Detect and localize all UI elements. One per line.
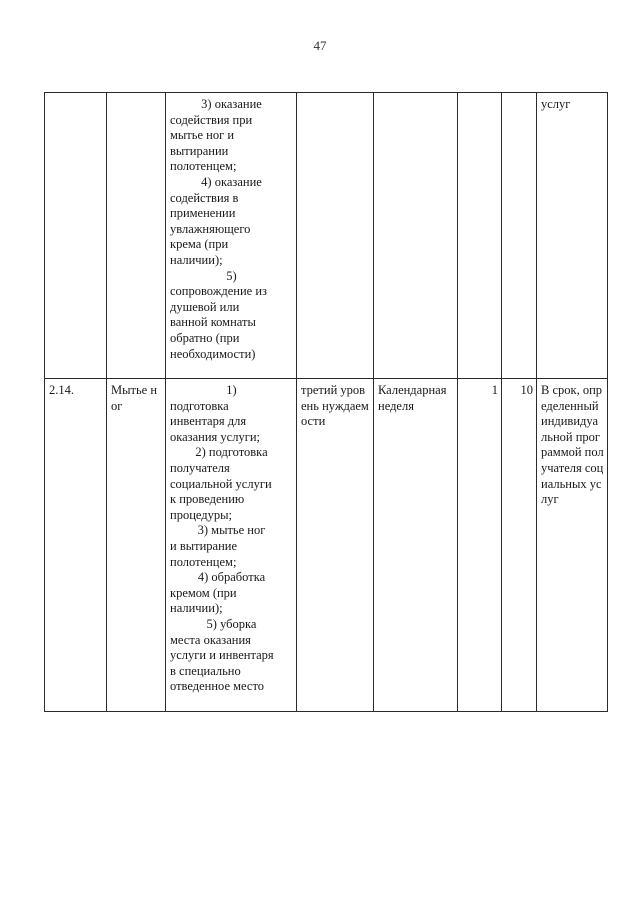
description-line: услуги и инвентаря <box>170 648 274 663</box>
description-line: наличии); <box>170 252 223 267</box>
description-line: отведенное место <box>170 679 264 694</box>
description-line: социальной услуги <box>170 476 272 491</box>
description-line: 3) оказание <box>201 97 262 111</box>
service-name-cell <box>107 93 166 379</box>
description-line: применении <box>170 206 236 221</box>
service-description-cell <box>166 93 297 379</box>
term-cell: В срок, определенный индивидуальной программой получателя социальных услуг <box>537 379 608 712</box>
description-line: места оказания <box>170 632 251 647</box>
norm-cell: 10 <box>502 379 537 712</box>
need-level-cell: третий уровень нуждаемости <box>297 379 374 712</box>
description-line: инвентаря для <box>170 414 247 429</box>
description-line: 3) мытье ног <box>197 523 266 538</box>
description-line: 4) обработка <box>197 570 266 585</box>
description-line: душевой или <box>170 299 240 314</box>
count-cell <box>458 93 502 379</box>
description-line: полотенцем; <box>170 554 237 569</box>
description-line: содействия в <box>170 190 239 205</box>
need-level-cell <box>297 93 374 379</box>
services-table <box>44 92 608 712</box>
description-line: к проведению <box>170 492 245 507</box>
description-line: подготовка <box>170 398 229 413</box>
service-name-cell: Мытье ног <box>107 379 166 712</box>
norm-cell <box>502 93 537 379</box>
description-line: мытье ног и <box>170 128 235 143</box>
description-line: и вытирание <box>170 538 237 553</box>
description-line: кремом (при <box>170 585 237 600</box>
table-row <box>45 93 608 379</box>
description-line: 5) уборка <box>206 616 257 631</box>
description-line: сопровождение из <box>170 284 267 299</box>
term-cell: услуг <box>537 93 608 379</box>
description-line: в специально <box>170 663 241 678</box>
page-number: 47 <box>313 38 327 53</box>
row-number-cell: 2.14. <box>45 379 107 712</box>
description-line: полотенцем; <box>170 159 237 174</box>
row-number-cell <box>45 93 107 379</box>
period-cell <box>374 93 458 379</box>
description-line: получателя <box>170 460 230 475</box>
description-line: 2) подготовка <box>195 445 268 460</box>
description-line: вытирании <box>170 143 229 158</box>
description-line: процедуры; <box>170 507 232 522</box>
description-line: необходимости) <box>170 346 256 361</box>
period-cell: Календарная неделя <box>374 379 458 712</box>
description-line: ванной комнаты <box>170 315 256 330</box>
table-row <box>45 379 608 712</box>
description-line: обратно (при <box>170 330 240 345</box>
description-line: содействия при <box>170 112 253 127</box>
description-line: 5) <box>226 268 237 283</box>
count-cell: 1 <box>458 379 502 712</box>
description-line: 1) <box>226 383 237 397</box>
service-description-cell <box>166 379 297 712</box>
description-line: 4) оказание <box>201 174 262 189</box>
description-line: оказания услуги; <box>170 429 260 444</box>
description-line: крема (при <box>170 237 229 252</box>
description-line: наличии); <box>170 601 223 616</box>
description-line: увлажняющего <box>170 221 251 236</box>
